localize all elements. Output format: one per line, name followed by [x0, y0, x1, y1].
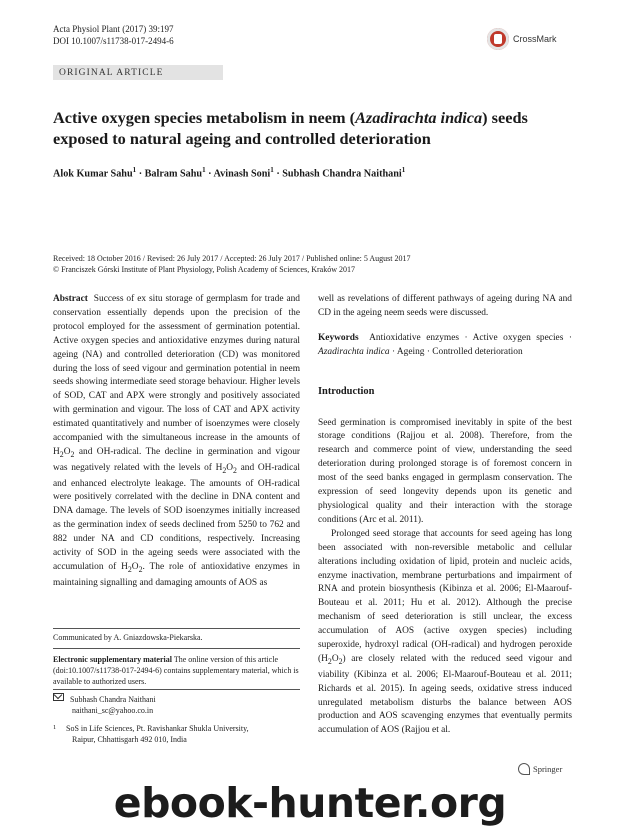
- author: Balram Sahu: [144, 168, 203, 180]
- abstract-continuation: well as revelations of different pathways of ageing during NA and CD in the ageing neem seeds were discussed.: [318, 294, 572, 318]
- author: Alok Kumar Sahu: [53, 168, 133, 180]
- title-species: Azadirachta indica: [355, 108, 483, 127]
- copyright-line: © Franciszek Górski Institute of Plant Physiology, Polish Academy of Sciences, Kraków 2017: [53, 265, 355, 274]
- keywords-label: Keywords: [318, 332, 359, 343]
- springer-horse-icon: [518, 763, 530, 775]
- affiliation: 1 SoS in Life Sciences, Pt. Ravishankar Shukla University, Raipur, Chhattisgarh 492 010, India: [53, 724, 249, 744]
- introduction-heading: Introduction: [318, 385, 375, 397]
- doi-line: DOI 10.1007/s11738-017-2494-6: [53, 36, 174, 46]
- author-list: Alok Kumar Sahu$^1$ · Balram Sahu$^1$ · Avinash Soni$^1$ · Subhash Chandra Naithani$^1$: [53, 166, 406, 180]
- crossmark-icon: [487, 28, 509, 50]
- publisher-name: Springer: [533, 764, 563, 774]
- author: Avinash Soni: [213, 168, 271, 180]
- contact-name: Subhash Chandra Naithani: [70, 695, 156, 704]
- publication-dates: [53, 253, 411, 275]
- crossmark-label: CrossMark: [513, 34, 557, 44]
- esm-label: Electronic supplementary material: [53, 655, 172, 664]
- footnote-rule: [53, 628, 300, 629]
- intro-paragraph: Prolonged seed storage that accounts for seed ageing has long been associated with non-reversible metabolic and cellular alterations including oxidation of lipid, protein and nucleic acids, enzyme inactivation, membrane perturbations and impairment of RNA and protein biosynthesis (Kibinza et al. 2006; El-Maarouf-Bouteau et al. 2011; Hu et al. 2012). Although the precise mechanism of seed deterioration is still unclear, the excess accumulation of AOS (active oxygen species) including superoxide, hydroxyl radical (OH-radical) and hydrogen peroxide $(H_2O_2)$ are closely related with the reduced seed vigour and viability (Kibinza et al. 2006; El-Maarouf-Bouteau et al. 2011; Richards et al. 2015). In ageing seeds, oxidative stress induced unregulated metabolism disturbs the balance between AOS production and AOS scavenging enzymes that eventually permits accumulation of AOS (Rajjou et al.: [318, 528, 572, 736]
- crossmark-badge[interactable]: [487, 27, 573, 51]
- springer-logo: [518, 763, 562, 775]
- article-title: Active oxygen species metabolism in neem (Azadirachta indica) seeds exposed to natural ageing and controlled deterioration: [53, 108, 528, 148]
- esm-note: Electronic supplementary material The online version of this article (doi:10.1007/s11738-017-2494-6) contains supplementary material, which is available to authorized users.: [53, 655, 299, 686]
- corresponding-author: [53, 693, 300, 716]
- contact-email[interactable]: naithani_sc@yahoo.co.in: [72, 706, 154, 715]
- section-label: ORIGINAL ARTICLE: [59, 68, 164, 78]
- author: Subhash Chandra Naithani: [282, 168, 402, 180]
- keywords: Keywords Antioxidative enzymes · Active oxygen species · Azadirachta indica · Ageing · Controlled deterioration: [318, 332, 572, 357]
- left-column: [53, 293, 300, 591]
- footnote-rule: [53, 689, 300, 690]
- dates-line: Received: 18 October 2016 / Revised: 26 July 2017 / Accepted: 26 July 2017 / Published online: 5 August 2017: [53, 254, 411, 263]
- footnote-rule: [53, 648, 300, 649]
- watermark: ebook-hunter.org: [113, 779, 507, 827]
- abstract: [53, 293, 300, 591]
- intro-paragraph: Seed germination is compromised inevitably in spite of the best storage conditions (Rajjou et al. 2008). Therefore, from the research and commerce point of view, understanding the seed deterioration during prolonged storage is of foremost concern in most of the seed banks engaged in germplasm conservation. The expression of seed longevity depends upon its genetic and physiological quality and their interaction with the storage conditions (Arc et al. 2011).: [318, 417, 572, 525]
- right-column: [318, 293, 572, 738]
- journal-line: Acta Physiol Plant (2017) 39:197: [53, 24, 174, 34]
- abstract-text: Success of ex situ storage of germplasm for trade and conservation essentially depends upon the precision of the protocol employed for the assessment of germination potential. Active oxygen species and antioxidative enzymes during natural ageing (NA) and controlled deterioration (CD) was monitored during the loss of seed vigour and germination potential in neem seeds showing intermediate seed storage behaviour. Higher levels of SOD, CAT and APX were strongly and positively associated with germination and vigour. The loss of CAT and APX activity estimated quantitatively and number of isoenzymes were closely accompanied with the simultaneous increase in the amounts of $H_2O_2$ and OH-radical. The decline in germination and vigour was negatively related with the levels of $H_2O_2$ and OH-radical and enhanced electrolyte leakage. The amounts of OH-radical were positively correlated with the decline in DNA content and DNA damage. The levels of SOD isoenzymes initially increased as the germination index of seeds declined from 5250 to 762 and 882 under NA and CD conditions, respectively. Increasing activity of SOD in the ageing seeds were associated with the accumulation of $H_2O_2$. The role of antioxidative enzymes in maintaining signalling and damaging amounts of AOS as: [53, 294, 300, 588]
- envelope-icon: [53, 693, 64, 701]
- journal-citation: [53, 23, 174, 47]
- communicated-note: Communicated by A. Gniazdowska-Piekarska.: [53, 633, 203, 642]
- abstract-label: Abstract: [53, 294, 88, 304]
